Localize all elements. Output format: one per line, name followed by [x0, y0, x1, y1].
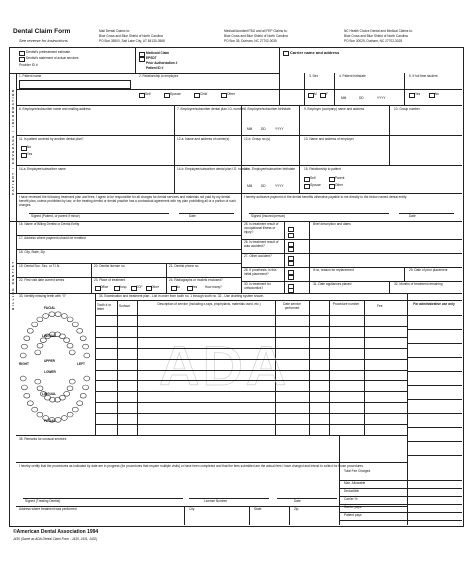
carrier-name-label: Carrier name and address: [290, 50, 340, 55]
admin-row: [407, 455, 462, 456]
patient-id-label: Patient ID #: [146, 66, 164, 70]
field-label: 24. Radiographs or models enclosed?: [169, 278, 223, 282]
total-fee-label: Total Fee Charged: [344, 469, 371, 473]
mail-address-2: PO Box 35, Durham, NC 27702-0035: [224, 39, 277, 43]
option-label: Self: [310, 176, 316, 180]
facial-label: FACIAL: [44, 419, 56, 423]
upper-tooth[interactable]: [61, 314, 67, 319]
date-mm: MM: [247, 184, 253, 188]
right-label: RIGHT: [19, 362, 29, 366]
col-header: Fee: [377, 304, 383, 308]
option-label: Self: [145, 92, 151, 96]
upper-tooth[interactable]: [72, 322, 78, 327]
field-label: 10. Group number: [394, 107, 420, 111]
form-title: Dental Claim Form: [13, 28, 71, 35]
patient-name-input[interactable]: [19, 80, 131, 89]
lower-label: LOWER: [44, 370, 56, 374]
upper-primary-tooth[interactable]: [59, 334, 65, 339]
col-header: Date service performed: [283, 302, 301, 310]
upper-tooth[interactable]: [83, 344, 89, 349]
upper-tooth[interactable]: [55, 312, 61, 317]
option-label: No: [27, 145, 32, 149]
option-label: How many?: [205, 285, 222, 289]
lower-tooth[interactable]: [21, 385, 27, 390]
left-label: LEFT: [77, 362, 85, 366]
missing-teeth-label: 33. Identify missing teeth with "X": [19, 294, 67, 298]
service-line[interactable]: [95, 359, 407, 360]
zip-label: Zip: [294, 507, 299, 511]
field-label: 16. Name of Billing Dentist or Dental Entity: [19, 222, 80, 226]
service-line[interactable]: [95, 413, 407, 414]
address-label: Address where treatment was performed: [19, 507, 77, 511]
lower-primary-tooth[interactable]: [67, 386, 73, 391]
admin-row: [407, 399, 462, 400]
upper-primary-tooth[interactable]: [35, 350, 41, 355]
field-label: 15. Relationship to patient: [304, 167, 341, 171]
lingual-label: LINGUAL: [42, 334, 57, 338]
field-label: 29. Date of prior placement: [409, 268, 448, 272]
col-header: Procedure number: [332, 302, 360, 306]
admin-row: [407, 371, 462, 372]
lower-tooth[interactable]: [83, 385, 89, 390]
lower-tooth[interactable]: [32, 407, 38, 412]
field-label: If no, reason for replacement: [313, 268, 354, 272]
mail-address-3: PO Box 30025, Durham, NC 27702-3025: [344, 39, 403, 43]
col-header: Description of service (Including x-rays, prophylaxis, materials used, etc.): [157, 302, 261, 306]
field-label: 32. Months of treatment remaining: [394, 282, 443, 286]
q26-yes-checkbox[interactable]: [288, 247, 294, 252]
exam-plan-label: 34. Examination and treatment plan - List in order from tooth no. 1 through tooth no. 32 - Use charting system shown.: [99, 294, 265, 298]
signed-patient-label: Signed (Patient, or parent if minor): [31, 214, 80, 218]
field-label: 14-b. Employee/subscriber dental plan I.D. number: [177, 167, 249, 171]
option-label: ECF: [136, 285, 143, 289]
option-label: Other: [335, 183, 343, 187]
side-label-patient: PATIENT / COVERAGE / INFORMATION: [11, 88, 15, 195]
option-label: No: [435, 92, 440, 96]
lower-tooth[interactable]: [61, 416, 67, 421]
field-label: 6. Employee/subscriber name and mailing address: [19, 107, 91, 111]
upper-label: UPPER: [44, 359, 55, 363]
provider-id-label: Provider ID #: [19, 63, 38, 67]
field-label: 14-a. Employee/subscriber name: [19, 167, 66, 171]
date-dd: DD: [261, 127, 266, 131]
field-label: 30. Is treatment for orthodontics?: [244, 282, 271, 290]
field-label: 19. Dental Soc. Sec. or T.I.N.: [19, 264, 61, 268]
option-label: Office: [100, 285, 109, 289]
field-label: 27. Other accident?: [244, 254, 272, 258]
service-line[interactable]: [95, 326, 407, 327]
field-label: 9. Employer (company) name and address: [304, 107, 365, 111]
upper-primary-tooth[interactable]: [40, 338, 46, 343]
q27-yes-checkbox[interactable]: [288, 261, 294, 266]
upper-tooth[interactable]: [20, 353, 26, 358]
admin-row: [407, 441, 462, 442]
field-label: 28. If prosthesis, is this initial placement?: [244, 268, 277, 276]
auth-text-right: I hereby authorize payment of the dental benefits otherwise payable to me directly to the below named dental entity.: [244, 195, 407, 199]
carrier-pct-label: Carrier %: [344, 497, 358, 501]
service-line[interactable]: [95, 435, 407, 436]
option-label: Yes: [27, 152, 33, 156]
field-label: 14-c. Employee/subscriber birthdate: [244, 167, 296, 171]
mail-address-2: Medical/Accident/TMJ and all FEP Claims to:: [224, 29, 288, 33]
lower-tooth[interactable]: [72, 407, 78, 412]
date-yyyy: YYYY: [377, 96, 386, 100]
field-label: 13. Name and address of employer: [304, 137, 354, 141]
lower-tooth[interactable]: [55, 417, 61, 422]
field-label: 18. City, State, Zip: [19, 250, 45, 254]
lower-tooth[interactable]: [67, 412, 73, 417]
carrier-checkbox[interactable]: [283, 51, 289, 56]
upper-tooth[interactable]: [43, 314, 49, 319]
lower-primary-tooth[interactable]: [35, 379, 41, 384]
certify-text: I hereby certify that the procedures as indicated by date are in progress (for procedures that require multiple visits) or have been completed and that the fees submitted are the actual fees I have charged and intend to collect for those procedures.: [19, 464, 364, 468]
service-line[interactable]: [95, 370, 407, 371]
mail-address-1: PO Box 35500, Salt Lake City, UT 84130-0568: [99, 39, 165, 43]
copyright: ©American Dental Association 1994: [13, 529, 99, 535]
upper-tooth[interactable]: [24, 336, 30, 341]
q25-yes-checkbox[interactable]: [288, 233, 294, 238]
upper-tooth[interactable]: [84, 353, 90, 358]
lower-primary-tooth[interactable]: [69, 379, 75, 384]
service-line[interactable]: [95, 337, 407, 338]
max-allowable-label: Max. Allowable: [344, 481, 366, 485]
date-label: Date: [189, 214, 196, 218]
option-label: Other: [227, 92, 235, 96]
side-label-billing: BILLING DENTIST: [11, 260, 15, 310]
option-label: Spouse: [170, 92, 181, 96]
date-yyyy: YYYY: [275, 127, 284, 131]
field-label: 7. Employee/subscriber dental plan I.D. number: [177, 107, 245, 111]
claim-form-sheet: [9, 15, 465, 560]
lower-tooth[interactable]: [27, 401, 33, 406]
deductible-label: Deductible: [344, 489, 360, 493]
field-label: 12-a. Name and address of carrier(s): [177, 137, 230, 141]
ada-watermark: ADA: [159, 334, 290, 397]
upper-tooth[interactable]: [32, 322, 38, 327]
pretreatment-checkbox[interactable]: [19, 51, 25, 56]
medicaid-label: Medicaid Claim: [146, 51, 170, 55]
remarks-label: 35. Remarks for unusual services: [19, 437, 67, 441]
service-line[interactable]: [95, 402, 407, 403]
date-label: Date: [294, 499, 301, 503]
admin-row: [407, 427, 462, 428]
field-label: Brief description and dates: [313, 222, 351, 226]
field-label: 2. Relationship to employee: [139, 74, 179, 78]
field-label: 3. Sex: [309, 74, 319, 78]
lower-tooth[interactable]: [37, 412, 43, 417]
upper-primary-tooth[interactable]: [69, 350, 75, 355]
admin-row: [407, 413, 462, 414]
field-label: 23. Place of treatment: [94, 278, 126, 282]
prior-auth-label: Prior Authorization #: [146, 61, 178, 65]
col-header: Surface: [119, 304, 130, 308]
auth-text-left: I have reviewed the following treatment plan and fees. I agree to be responsible for all charges for dental services and materials not paid by my dental benefit plan, unless prohibited by law, or the treating dentist or dental practice has a contractual agreement with my plan prohibiting all or a portion of such charges.: [19, 195, 236, 207]
field-label: 11. Is patient covered by another dental plan?: [19, 137, 84, 141]
option-label: Parent: [335, 176, 345, 180]
admin-row: [407, 329, 462, 330]
epsdt-checkbox[interactable]: [139, 57, 145, 62]
service-line[interactable]: [95, 348, 407, 349]
actual-services-checkbox[interactable]: [19, 57, 25, 62]
option-label: F: [326, 92, 328, 96]
admin-row: [407, 357, 462, 358]
field-label: 12-b. Group no.(s): [244, 137, 271, 141]
date-mm: MM: [247, 127, 253, 131]
lingual-label: LINGUAL: [42, 392, 57, 396]
service-line[interactable]: [95, 424, 407, 425]
upper-tooth[interactable]: [37, 317, 43, 322]
col-header: Tooth # or letter: [97, 303, 112, 311]
option-label: Child: [200, 92, 208, 96]
option-label: Hosp.: [119, 285, 128, 289]
actual-services-label: Dentist's statement of actual services: [26, 56, 79, 60]
option-label: M: [314, 92, 317, 96]
upper-tooth[interactable]: [80, 336, 86, 341]
date-dd: DD: [261, 184, 266, 188]
lower-tooth[interactable]: [80, 393, 86, 398]
field-label: 1. Patient name: [19, 74, 42, 78]
date-label: Date: [409, 214, 416, 218]
city-label: City: [189, 507, 195, 511]
field-label: 5. If full time student: [409, 74, 438, 78]
service-line[interactable]: [95, 380, 407, 381]
q28-yes-checkbox[interactable]: [288, 275, 294, 280]
upper-tooth[interactable]: [27, 328, 33, 333]
mail-address-2: Blue Cross and Blue Shield of North Carolina: [224, 34, 288, 38]
epsdt-label: EPSDT: [146, 56, 157, 60]
dental-chart: [16, 302, 94, 432]
field-label: 26. Is treatment result of auto accident?: [244, 240, 279, 248]
field-label: 17. Address where payment should be remitted: [19, 236, 86, 240]
option-label: Other: [151, 285, 159, 289]
date-dd: DD: [359, 96, 364, 100]
lower-tooth[interactable]: [84, 376, 90, 381]
upper-tooth[interactable]: [21, 344, 27, 349]
admin-row: [407, 343, 462, 344]
mail-address-3: Blue Cross and Blue Shield of North Carolina: [344, 34, 408, 38]
pretreatment-label: Dentist's pretreatment estimate: [26, 50, 71, 54]
form-number: J430 (Same as ADA Dental Claim Form - J430, J431, J432): [13, 537, 98, 541]
mail-address-1: Blue Cross and Blue Shield of North Carolina: [99, 34, 163, 38]
field-label: 20. Dentist license no.: [94, 264, 126, 268]
option-label: Spouse: [310, 183, 321, 187]
lower-tooth[interactable]: [24, 393, 30, 398]
service-line[interactable]: [95, 391, 407, 392]
option-label: Yes: [415, 92, 421, 96]
field-label: 8. Employee/subscriber birthdate: [244, 107, 291, 111]
patient-pays-label: Patient pays: [344, 513, 362, 517]
signed-dentist-label: Signed (Treating Dentist): [25, 499, 61, 503]
date-mm: MM: [341, 96, 347, 100]
date-yyyy: YYYY: [275, 184, 284, 188]
q25-no-checkbox[interactable]: [288, 227, 294, 232]
upper-primary-tooth[interactable]: [37, 343, 43, 348]
lower-primary-tooth[interactable]: [64, 391, 70, 396]
facial-label: FACIAL: [44, 306, 56, 310]
signed-insured-label: Signed (Insured person): [251, 214, 286, 218]
upper-tooth[interactable]: [67, 317, 73, 322]
field-label: 4. Patient birthdate: [339, 74, 366, 78]
field-label: 31. Date appliances placed: [313, 282, 352, 286]
mail-address-3: NC Health Choice Dental and Medical Claims to:: [344, 29, 413, 33]
option-label: Yes: [192, 285, 198, 289]
admin-use-label: For administrative use only: [413, 302, 455, 306]
lower-tooth[interactable]: [20, 376, 26, 381]
carrier-pays-label: Carrier pays: [344, 505, 362, 509]
license-number-label: License Number: [204, 499, 228, 503]
lower-tooth[interactable]: [77, 401, 83, 406]
lower-primary-tooth[interactable]: [37, 386, 43, 391]
field-label: 21. Dentist phone no.: [169, 264, 200, 268]
field-label: 22. First visit date current series: [19, 278, 65, 282]
admin-row: [407, 385, 462, 386]
upper-tooth[interactable]: [77, 328, 83, 333]
upper-primary-tooth[interactable]: [64, 338, 70, 343]
mail-address-1: Mail Dental Claims to:: [99, 29, 130, 33]
form-subtitle: See reverse for instructions: [19, 38, 68, 43]
upper-tooth[interactable]: [49, 312, 55, 317]
option-label: No: [176, 285, 181, 289]
upper-primary-tooth[interactable]: [67, 343, 73, 348]
state-label: State: [254, 507, 262, 511]
field-label: 25. Is treatment result of occupational illness or injury?: [244, 222, 279, 234]
form-frame: [9, 47, 464, 527]
